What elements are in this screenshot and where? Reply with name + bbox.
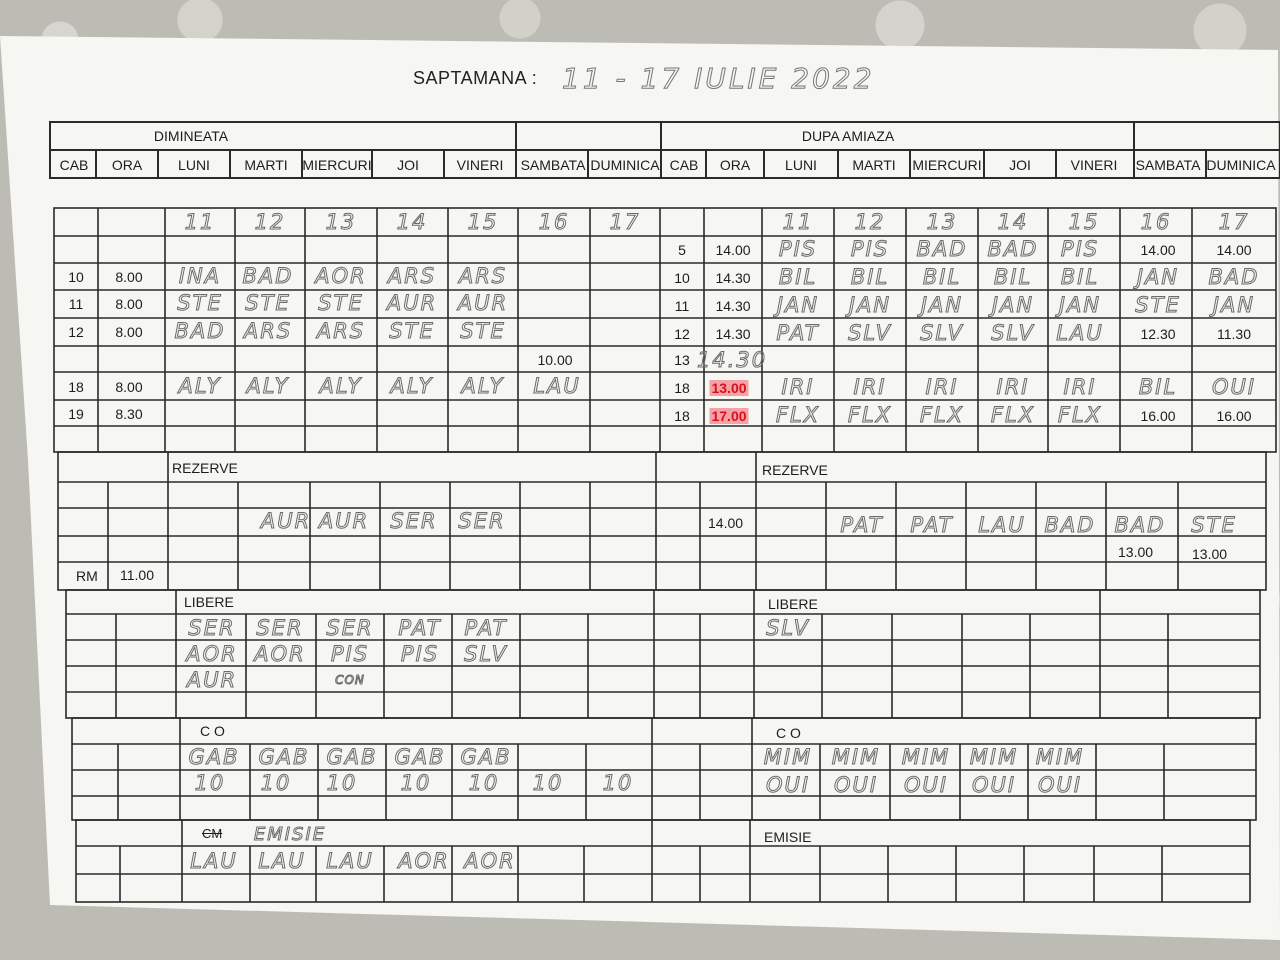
morning-assignment: BAD <box>242 264 294 288</box>
co-afternoon-days: OUI <box>833 773 879 797</box>
co-afternoon-days: OUI <box>765 773 811 797</box>
afternoon-assignment: BIL <box>1060 265 1100 289</box>
afternoon-date: 15 <box>1068 210 1100 234</box>
morning-date: 14 <box>396 210 428 234</box>
co-morning-days: 10 <box>260 771 292 795</box>
afternoon-sambata: STE <box>1135 293 1181 317</box>
morning-col-header: CAB <box>59 157 89 173</box>
libere-afternoon-label: LIBERE <box>768 596 818 612</box>
rezerve-afternoon-label: REZERVE <box>762 462 828 478</box>
morning-date: 11 <box>184 210 216 234</box>
morning-assignment: AUR <box>457 291 509 315</box>
co-afternoon-name: MIM <box>1035 745 1085 769</box>
rezerve-afternoon-name: PAT <box>840 513 884 537</box>
rezerve-afternoon-name: STE <box>1191 513 1237 537</box>
co-morning-name: GAB <box>460 745 512 769</box>
co-afternoon-name: MIM <box>901 745 951 769</box>
afternoon-ora-highlight: 17.00 <box>711 408 747 424</box>
afternoon-assignment: SLV <box>920 321 964 345</box>
afternoon-cab: 13 <box>674 352 690 368</box>
morning-date: 17 <box>609 210 641 234</box>
afternoon-assignment: PAT <box>776 321 820 345</box>
co-morning-days: 10 <box>602 771 634 795</box>
afternoon-cab: 10 <box>674 270 690 286</box>
afternoon-assignment: FLX <box>990 403 1036 427</box>
week-dates-handwritten: 11 - 17 IULIE 2022 <box>562 62 875 95</box>
co-morning-name: GAB <box>394 745 446 769</box>
afternoon-assignment: JAN <box>776 293 820 317</box>
afternoon-assignment: JAN <box>848 293 892 317</box>
afternoon-assignment: IRI <box>925 375 959 399</box>
morning-ora: 8.00 <box>115 379 143 395</box>
morning-cab: 12 <box>68 324 84 340</box>
morning-assignment: BAD <box>174 319 226 343</box>
morning-col-header: MIERCURI <box>302 157 372 173</box>
libere-morning-name: AUR <box>186 668 238 692</box>
co-morning-days: 10 <box>326 771 358 795</box>
rezerve-afternoon-name: LAU <box>978 513 1026 537</box>
afternoon-assignment: BIL <box>778 265 818 289</box>
libere-morning-name: PAT <box>464 616 508 640</box>
morning-date: 12 <box>254 210 286 234</box>
afternoon-assignment: JAN <box>991 293 1035 317</box>
afternoon-duminica: BAD <box>1208 265 1260 289</box>
afternoon-assignment: BIL <box>850 265 890 289</box>
afternoon-assignment: IRI <box>1063 375 1097 399</box>
emisie-morning-name: LAU <box>258 849 306 873</box>
rezerve-afternoon-ora: 14.00 <box>708 515 744 531</box>
morning-ora: 8.00 <box>115 324 143 340</box>
morning-assignment: STE <box>389 319 435 343</box>
afternoon-duminica: 16.00 <box>1216 408 1252 424</box>
libere-morning-name: PIS <box>330 642 370 666</box>
afternoon-assignment: LAU <box>1056 321 1104 345</box>
co-morning-days: 10 <box>532 771 564 795</box>
co-afternoon-days: OUI <box>1037 773 1083 797</box>
co-afternoon-days: OUI <box>971 773 1017 797</box>
emisie-struck-label: CM <box>202 826 223 841</box>
rezerve-morning-label: REZERVE <box>172 460 238 476</box>
emisie-morning-name: AOR <box>464 849 516 873</box>
morning-assignment: AOR <box>315 264 367 288</box>
afternoon-ora: 14.00 <box>715 242 751 258</box>
afternoon-assignment: PIS <box>850 237 890 261</box>
co-afternoon-name: MIM <box>969 745 1019 769</box>
libere-morning-name: PAT <box>398 616 442 640</box>
libere-morning-label: LIBERE <box>184 594 234 610</box>
morning-assignment: STE <box>245 291 291 315</box>
afternoon-section-label: DUPA AMIAZA <box>801 128 895 144</box>
afternoon-assignment: PIS <box>778 237 818 261</box>
emisie-handwritten-label: EMISIE <box>253 824 327 845</box>
afternoon-date: 16 <box>1140 210 1172 234</box>
afternoon-assignment: IRI <box>781 375 815 399</box>
morning-assignment: ARS <box>243 319 293 343</box>
libere-morning-name: SER <box>188 616 236 640</box>
morning-sambata: LAU <box>533 374 581 398</box>
co-morning-days: 10 <box>400 771 432 795</box>
afternoon-ora-highlight: 13.00 <box>711 380 747 396</box>
afternoon-assignment: JAN <box>1058 293 1102 317</box>
afternoon-assignment: SLV <box>991 321 1035 345</box>
afternoon-date: 17 <box>1218 210 1250 234</box>
rezerve-morning-name: AUR <box>318 509 370 533</box>
morning-cab: 18 <box>68 379 84 395</box>
afternoon-ora: 14.30 <box>696 348 768 372</box>
rezerve-afternoon-name: BAD <box>1044 513 1096 537</box>
afternoon-col-header: CAB <box>669 157 699 173</box>
afternoon-assignment: FLX <box>919 403 965 427</box>
morning-assignment: STE <box>460 319 506 343</box>
morning-ora: 8.00 <box>115 296 143 312</box>
morning-cab: 10 <box>68 269 84 285</box>
morning-assignment: INA <box>178 264 222 288</box>
afternoon-cab: 12 <box>674 326 690 342</box>
rezerve-morning-name: SER <box>390 509 438 533</box>
afternoon-assignment: IRI <box>853 375 887 399</box>
afternoon-assignment: FLX <box>1057 403 1103 427</box>
co-morning-days: 10 <box>194 771 226 795</box>
co-morning-label: C O <box>200 723 225 739</box>
libere-morning-name: SER <box>326 616 374 640</box>
libere-morning-name: CON <box>335 673 365 687</box>
morning-assignment: AUR <box>386 291 438 315</box>
afternoon-sambata: 12.30 <box>1140 326 1176 342</box>
morning-section-label: DIMINEATA <box>153 128 229 144</box>
afternoon-cab: 18 <box>674 380 690 396</box>
rezerve-time-sambata: 13.00 <box>1118 544 1154 560</box>
libere-morning-name: PIS <box>400 642 440 666</box>
libere-morning-name: AOR <box>186 642 238 666</box>
afternoon-sambata: 16.00 <box>1140 408 1176 424</box>
morning-col-header: ORA <box>111 157 143 173</box>
morning-assignment: ALY <box>246 374 290 398</box>
rm-ora: 11.00 <box>120 567 154 583</box>
co-morning-days: 10 <box>468 771 500 795</box>
libere-morning-name: SER <box>256 616 304 640</box>
morning-col-header: SAMBATA <box>520 157 586 173</box>
morning-cab: 19 <box>68 406 84 422</box>
morning-assignment: STE <box>318 291 364 315</box>
morning-assignment: ALY <box>319 374 363 398</box>
afternoon-ora: 14.30 <box>715 270 751 286</box>
morning-date: 16 <box>538 210 570 234</box>
morning-assignment: ARS <box>387 264 437 288</box>
co-afternoon-days: OUI <box>903 773 949 797</box>
afternoon-date: 13 <box>926 210 958 234</box>
morning-col-header: VINERI <box>456 157 504 173</box>
afternoon-col-header: SAMBATA <box>1135 157 1201 173</box>
afternoon-date: 12 <box>854 210 886 234</box>
morning-assignment: ARS <box>458 264 508 288</box>
morning-ora: 8.30 <box>115 406 143 422</box>
afternoon-col-header: DUMINICA <box>1206 157 1276 173</box>
morning-cab: 11 <box>68 296 84 312</box>
afternoon-date: 11 <box>782 210 814 234</box>
rezerve-morning-name: SER <box>458 509 506 533</box>
morning-col-header: JOI <box>397 157 419 173</box>
morning-assignment: ALY <box>178 374 222 398</box>
afternoon-duminica: JAN <box>1212 293 1256 317</box>
afternoon-ora: 14.30 <box>715 298 751 314</box>
afternoon-assignment: FLX <box>847 403 893 427</box>
afternoon-col-header: JOI <box>1009 157 1031 173</box>
afternoon-assignment: BIL <box>993 265 1033 289</box>
afternoon-col-header: ORA <box>719 157 751 173</box>
libere-morning-name: AOR <box>254 642 306 666</box>
afternoon-ora: 14.30 <box>715 326 751 342</box>
morning-col-header: MARTI <box>244 157 288 173</box>
emisie-morning-name: LAU <box>326 849 374 873</box>
afternoon-duminica: 11.30 <box>1217 326 1251 342</box>
afternoon-col-header: VINERI <box>1070 157 1118 173</box>
afternoon-col-header: MARTI <box>852 157 896 173</box>
morning-assignment: ALY <box>390 374 434 398</box>
week-label: SAPTAMANA : <box>413 68 538 88</box>
afternoon-assignment: BAD <box>987 237 1039 261</box>
emisie-morning-name: LAU <box>190 849 238 873</box>
afternoon-assignment: IRI <box>996 375 1030 399</box>
afternoon-cab: 18 <box>674 408 690 424</box>
afternoon-cab: 11 <box>674 298 690 314</box>
co-afternoon-name: MIM <box>763 745 813 769</box>
co-afternoon-label: C O <box>776 725 801 741</box>
morning-assignment: ALY <box>461 374 505 398</box>
afternoon-duminica: 14.00 <box>1216 242 1252 258</box>
morning-date: 15 <box>467 210 499 234</box>
rezerve-time-duminica: 13.00 <box>1192 546 1228 562</box>
afternoon-col-header: LUNI <box>785 157 817 173</box>
rm-cab: RM <box>76 568 98 584</box>
rezerve-afternoon-name: BAD <box>1114 513 1166 537</box>
rezerve-afternoon-name: PAT <box>910 513 954 537</box>
morning-col-header: DUMINICA <box>590 157 660 173</box>
afternoon-col-header: MIERCURI <box>912 157 982 173</box>
libere-afternoon-name: SLV <box>766 616 810 640</box>
morning-assignment: STE <box>177 291 223 315</box>
rezerve-morning-name: AUR <box>260 509 312 533</box>
afternoon-cab: 5 <box>678 242 686 258</box>
afternoon-duminica: OUI <box>1211 375 1257 399</box>
afternoon-assignment: SLV <box>848 321 892 345</box>
co-morning-name: GAB <box>326 745 378 769</box>
morning-date: 13 <box>325 210 357 234</box>
co-afternoon-name: MIM <box>831 745 881 769</box>
afternoon-assignment: PIS <box>1060 237 1100 261</box>
emisie-afternoon-label: EMISIE <box>764 829 812 845</box>
afternoon-assignment: FLX <box>775 403 821 427</box>
afternoon-sambata: BIL <box>1138 375 1178 399</box>
afternoon-sambata: 14.00 <box>1140 242 1176 258</box>
co-morning-name: GAB <box>258 745 310 769</box>
afternoon-assignment: BAD <box>916 237 968 261</box>
morning-sambata: 10.00 <box>537 352 573 368</box>
afternoon-sambata: JAN <box>1136 265 1180 289</box>
afternoon-assignment: JAN <box>920 293 964 317</box>
afternoon-date: 14 <box>997 210 1029 234</box>
morning-ora: 8.00 <box>115 269 143 285</box>
morning-col-header: LUNI <box>178 157 210 173</box>
afternoon-assignment: BIL <box>922 265 962 289</box>
libere-morning-name: SLV <box>464 642 508 666</box>
morning-assignment: ARS <box>316 319 366 343</box>
co-morning-name: GAB <box>188 745 240 769</box>
emisie-morning-name: AOR <box>398 849 450 873</box>
